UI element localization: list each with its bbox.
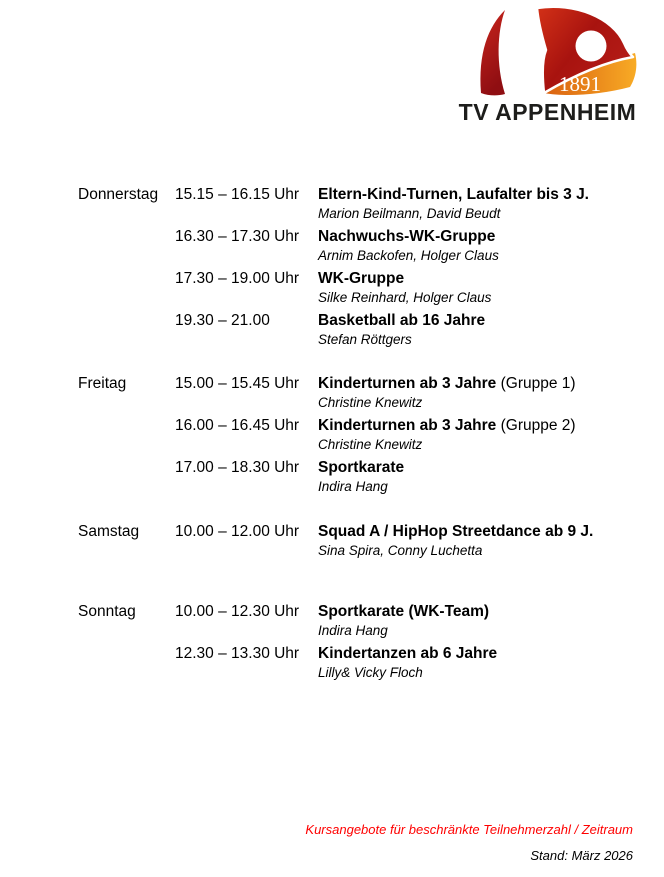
schedule-entry (175, 269, 638, 307)
course-instructors: Indira Hang (318, 623, 388, 638)
course-instructors: Arnim Backofen, Holger Claus (318, 248, 499, 263)
day-group-sonntag (78, 602, 638, 686)
course-title: Sportkarate (WK-Team) (318, 603, 490, 620)
entry-time: 16.30 – 17.30 Uhr (175, 228, 300, 245)
day-label: Sonntag (78, 603, 136, 620)
entry-time: 19.30 – 21.00 (175, 312, 270, 329)
course-title-line (318, 458, 638, 478)
course-title: Kindertanzen ab 6 Jahre (318, 645, 498, 662)
schedule-entry (175, 602, 638, 640)
entry-time: 12.30 – 13.30 Uhr (175, 645, 300, 662)
logo-year-text: 1891 (559, 72, 601, 96)
day-group-donnerstag (78, 185, 638, 353)
entry-course (318, 458, 638, 496)
course-title: Basketball ab 16 Jahre (318, 312, 486, 329)
entry-course (318, 416, 638, 454)
course-title: Nachwuchs-WK-Gruppe (318, 228, 496, 245)
club-name: TV APPENHEIM (458, 99, 637, 125)
course-title: Sportkarate (318, 459, 405, 476)
entry-time: 10.00 – 12.00 Uhr (175, 523, 300, 540)
club-logo (455, 5, 640, 126)
schedule-entry (175, 416, 638, 454)
day-entries (175, 374, 638, 500)
course-title: Kinderturnen ab 3 Jahre (318, 375, 497, 392)
course-title-line (318, 416, 638, 436)
course-instructors: Sina Spira, Conny Luchetta (318, 543, 483, 558)
schedule-entry (175, 227, 638, 265)
schedule-entry (175, 458, 638, 496)
day-group-samstag (78, 522, 638, 564)
schedule-entry (175, 644, 638, 682)
course-instructors: Indira Hang (318, 479, 388, 494)
course-title: Kinderturnen ab 3 Jahre (318, 417, 497, 434)
club-logo-graphic (455, 5, 640, 97)
entry-time: 15.00 – 15.45 Uhr (175, 375, 300, 392)
course-instructors: Lilly& Vicky Floch (318, 665, 423, 680)
entry-course (318, 602, 638, 640)
day-label: Freitag (78, 375, 127, 392)
course-title-line (318, 269, 638, 289)
course-instructors: Marion Beilmann, David Beudt (318, 206, 501, 221)
entry-time: 15.15 – 16.15 Uhr (175, 186, 300, 203)
entry-course (318, 269, 638, 307)
course-title-line (318, 644, 638, 664)
course-title-line (318, 602, 638, 622)
course-title: Eltern-Kind-Turnen, Laufalter bis 3 J. (318, 186, 589, 203)
course-title-suffix: (Gruppe 2) (496, 417, 576, 434)
schedule-entry (175, 311, 638, 349)
day-entries (175, 185, 638, 353)
course-title-suffix: (Gruppe 1) (496, 375, 576, 392)
course-instructors: Silke Reinhard, Holger Claus (318, 290, 492, 305)
entry-course (318, 185, 638, 223)
entry-time: 16.00 – 16.45 Uhr (175, 417, 300, 434)
course-title-line (318, 185, 638, 205)
course-title: Squad A / HipHop Streetdance ab 9 J. (318, 523, 594, 540)
day-group-freitag (78, 374, 638, 500)
schedule-entry (175, 522, 638, 560)
footer-note: Kursangebote für beschränkte Teilnehmerzahl / Zeitraum (305, 822, 633, 837)
course-instructors: Christine Knewitz (318, 395, 423, 410)
day-label: Donnerstag (78, 186, 159, 203)
course-title-line (318, 311, 638, 331)
entry-time: 17.00 – 18.30 Uhr (175, 459, 300, 476)
entry-time: 10.00 – 12.30 Uhr (175, 603, 300, 620)
course-title: WK-Gruppe (318, 270, 405, 287)
course-title-line (318, 227, 638, 247)
footer-stand-date: Stand: März 2026 (530, 848, 633, 863)
entry-course (318, 311, 638, 349)
course-instructors: Stefan Röttgers (318, 332, 412, 347)
course-title-line (318, 374, 638, 394)
day-label: Samstag (78, 523, 140, 540)
logo-crescent-shape (480, 10, 505, 95)
entry-course (318, 227, 638, 265)
entry-course (318, 644, 638, 682)
logo-circle-cutout (576, 31, 607, 62)
entry-course (318, 522, 638, 560)
schedule-entry (175, 185, 638, 223)
schedule-entry (175, 374, 638, 412)
course-instructors: Christine Knewitz (318, 437, 423, 452)
course-title-line (318, 522, 638, 542)
entry-time: 17.30 – 19.00 Uhr (175, 270, 300, 287)
entry-course (318, 374, 638, 412)
course-schedule (78, 185, 638, 686)
day-entries (175, 522, 638, 564)
day-entries (175, 602, 638, 686)
